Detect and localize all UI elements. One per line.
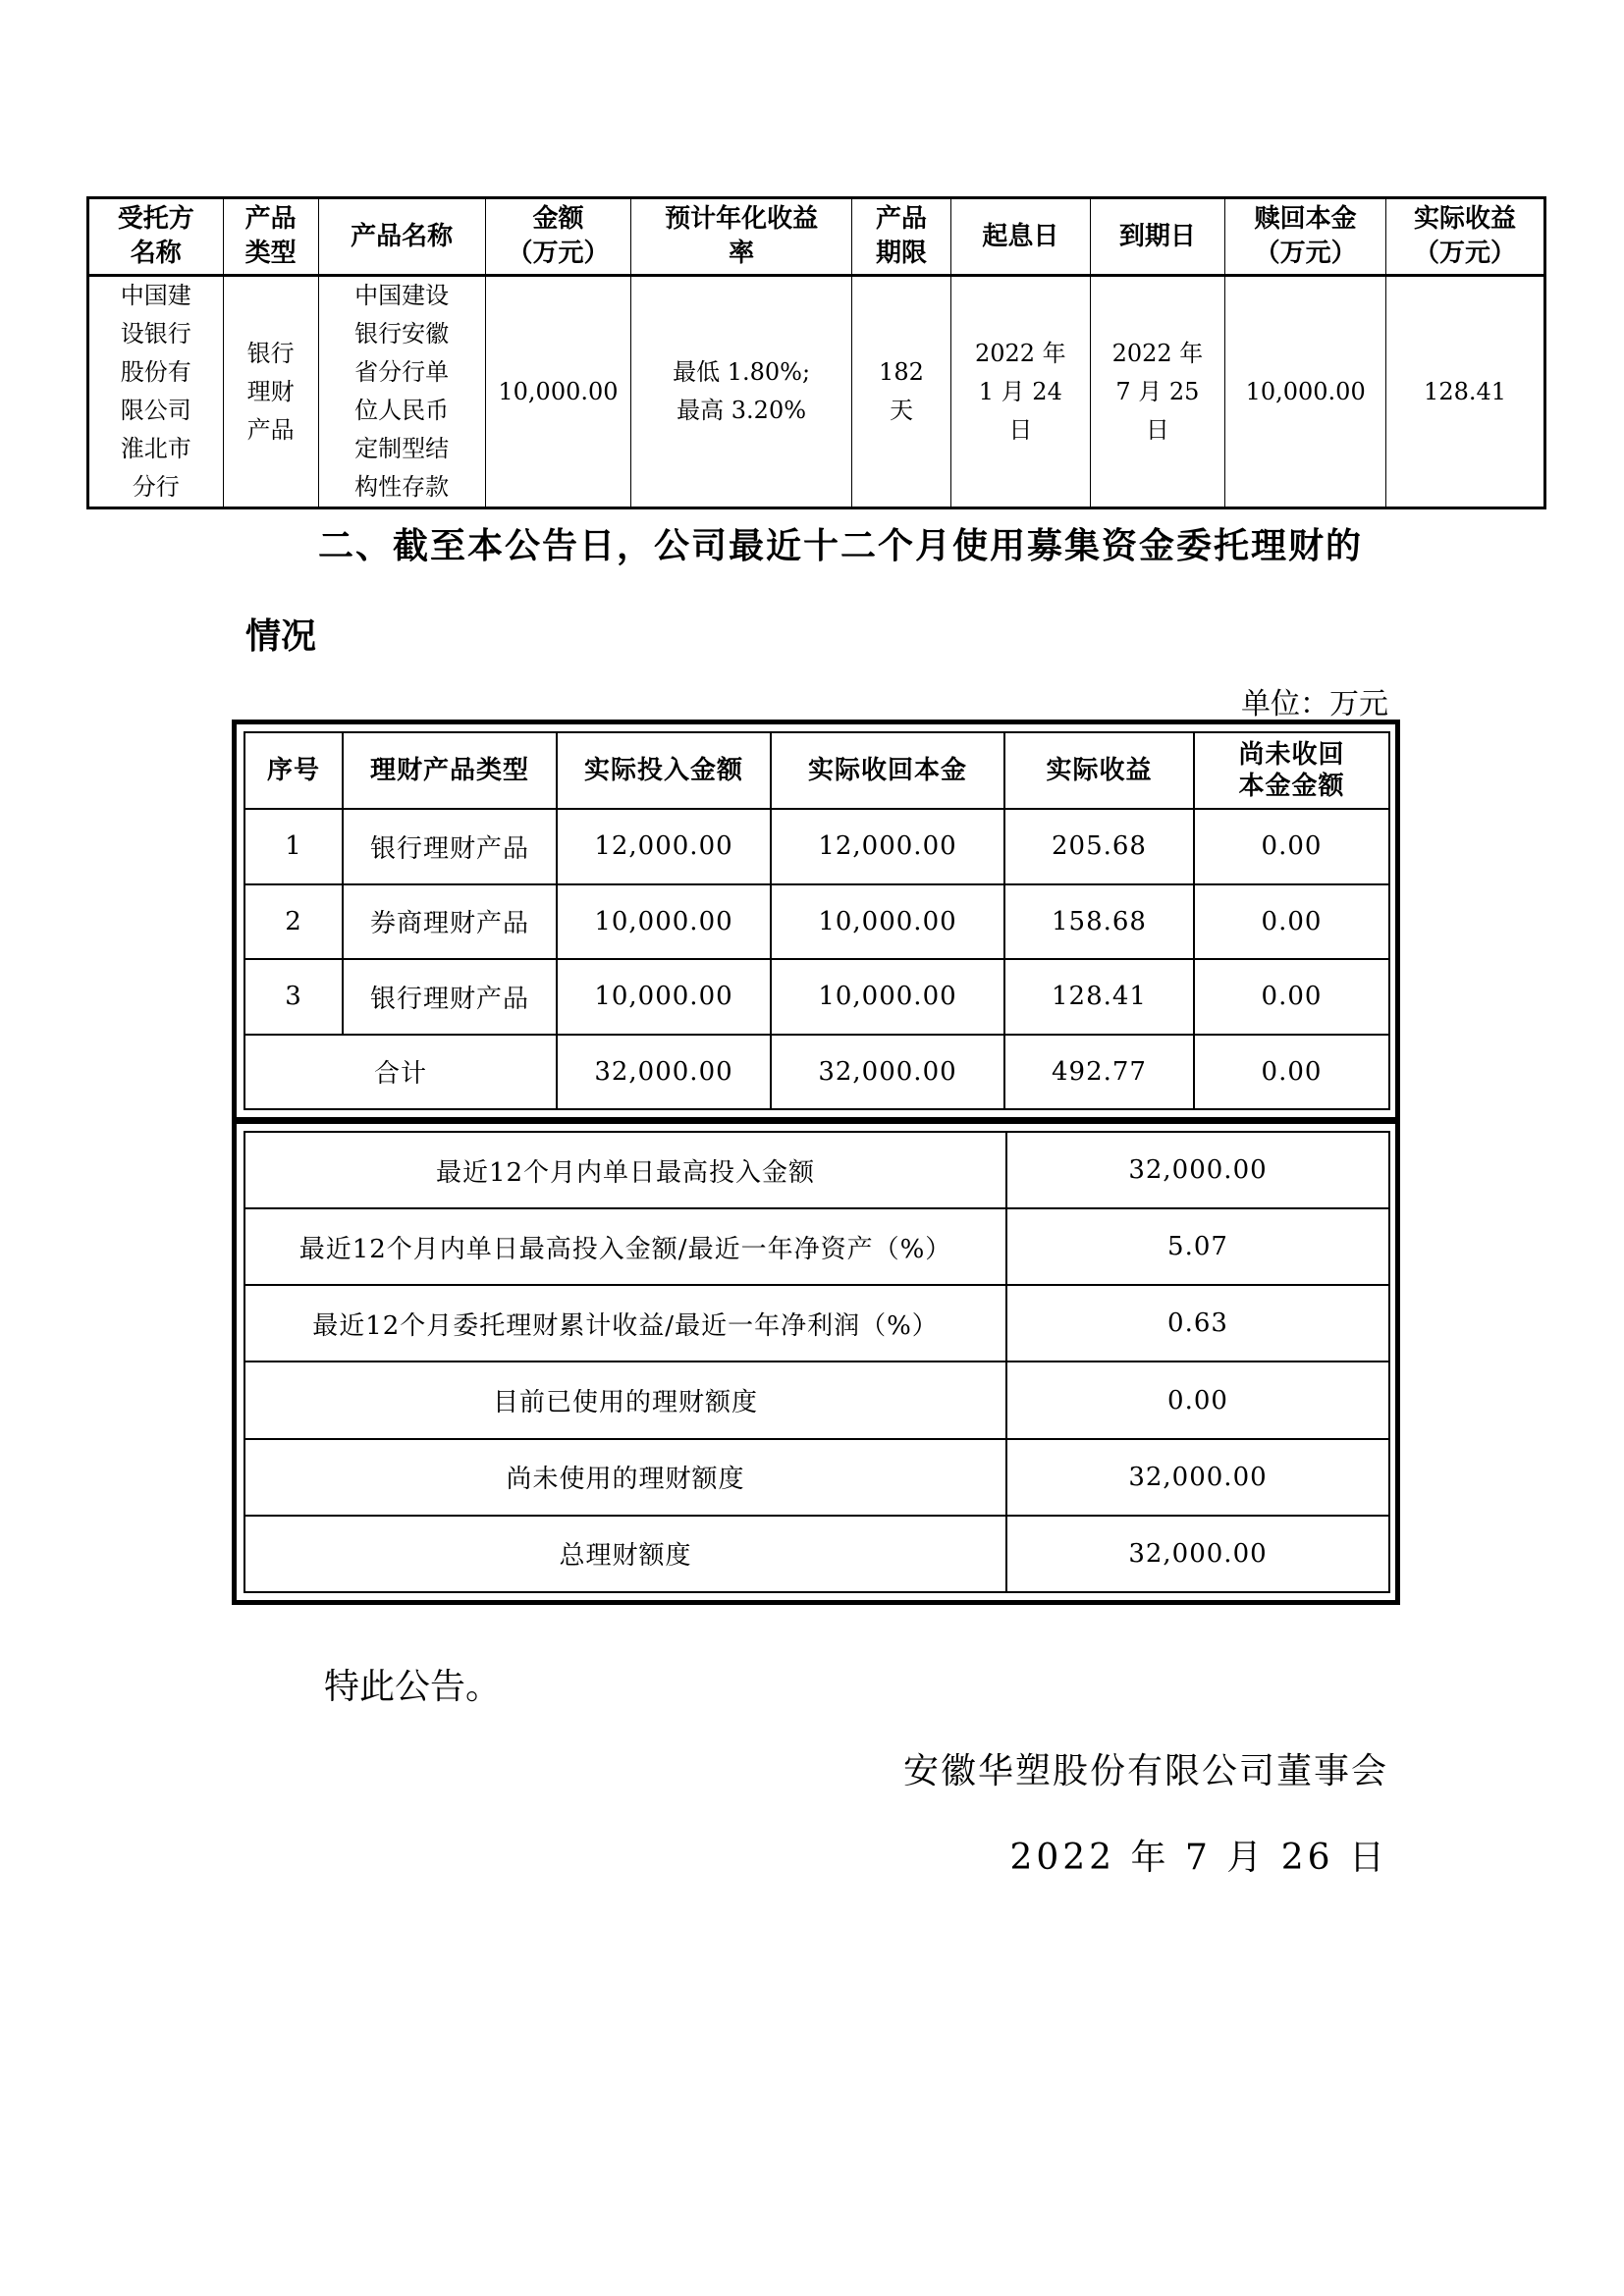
quota-summary-table-frame	[232, 1120, 1400, 1605]
header-cell: 实际投入金额	[557, 732, 771, 809]
total-label: 合计	[244, 1035, 557, 1110]
table-cell: 中国建 设银行 股份有 限公司 淮北市 分行	[88, 276, 224, 508]
table-cell: 0.00	[1194, 809, 1389, 884]
table-cell: 总理财额度	[244, 1516, 1006, 1592]
table-cell: 492.77	[1004, 1035, 1194, 1110]
unit-label: 单位：万元	[1241, 687, 1388, 721]
header-cell: 实际收益	[1004, 732, 1194, 809]
table-row	[244, 1439, 1389, 1516]
table-cell: 12,000.00	[771, 809, 1004, 884]
table-cell: 银行理财产品	[343, 959, 557, 1035]
table-cell: 128.41	[1386, 276, 1545, 508]
table-cell: 205.68	[1004, 809, 1194, 884]
header-cell: 产品名称	[318, 198, 485, 276]
table-row	[244, 1132, 1389, 1208]
table-cell: 10,000.00	[771, 884, 1004, 960]
investment-summary-table	[244, 731, 1390, 1110]
table-cell: 1	[244, 809, 343, 884]
header-cell: 尚未收回 本金金额	[1194, 732, 1389, 809]
table-cell: 目前已使用的理财额度	[244, 1362, 1006, 1438]
table-cell: 3	[244, 959, 343, 1035]
table-row	[244, 959, 1389, 1035]
header-cell: 预计年化收益 率	[631, 198, 852, 276]
table-row	[244, 809, 1389, 884]
table-cell: 10,000.00	[485, 276, 631, 508]
header-cell: 理财产品类型	[343, 732, 557, 809]
signature-date: 2022 年 7 月 26 日	[1009, 1838, 1388, 1878]
company-signature: 安徽华塑股份有限公司董事会	[902, 1751, 1388, 1791]
table-row	[244, 884, 1389, 960]
table-cell: 最低 1.80%; 最高 3.20%	[631, 276, 852, 508]
table-cell: 182 天	[851, 276, 950, 508]
table-cell: 158.68	[1004, 884, 1194, 960]
table-cell: 32,000.00	[1006, 1439, 1389, 1516]
table-cell: 128.41	[1004, 959, 1194, 1035]
table-cell: 12,000.00	[557, 809, 771, 884]
header-cell: 金额 （万元）	[485, 198, 631, 276]
table-cell: 2022 年 1 月 24 日	[951, 276, 1091, 508]
header-cell: 实际收益 （万元）	[1386, 198, 1545, 276]
table-header-row	[88, 198, 1545, 276]
table-row	[244, 1516, 1389, 1592]
table-row	[244, 1362, 1389, 1438]
table-cell: 0.00	[1194, 884, 1389, 960]
table-cell: 尚未使用的理财额度	[244, 1439, 1006, 1516]
table-cell: 中国建设 银行安徽 省分行单 位人民币 定制型结 构性存款	[318, 276, 485, 508]
table-cell: 10,000.00	[1225, 276, 1386, 508]
header-cell: 到期日	[1090, 198, 1225, 276]
header-cell: 赎回本金 （万元）	[1225, 198, 1386, 276]
table-cell: 券商理财产品	[343, 884, 557, 960]
table-cell: 10,000.00	[557, 884, 771, 960]
header-cell: 产品 期限	[851, 198, 950, 276]
section-heading-continued: 情况	[245, 616, 317, 657]
table-cell: 32,000.00	[557, 1035, 771, 1110]
section-heading: 二、截至本公告日，公司最近十二个月使用募集资金委托理财的	[318, 526, 1364, 566]
header-cell: 实际收回本金	[771, 732, 1004, 809]
header-cell: 起息日	[951, 198, 1091, 276]
table-cell: 银行 理财 产品	[223, 276, 318, 508]
table-row	[88, 276, 1545, 508]
table-cell: 10,000.00	[771, 959, 1004, 1035]
table-cell: 0.00	[1006, 1362, 1389, 1438]
table-cell: 0.63	[1006, 1285, 1389, 1362]
header-cell: 产品 类型	[223, 198, 318, 276]
table-cell: 最近12个月委托理财累计收益/最近一年净利润（%）	[244, 1285, 1006, 1362]
table-cell: 32,000.00	[771, 1035, 1004, 1110]
table-row	[244, 1208, 1389, 1285]
header-cell: 受托方 名称	[88, 198, 224, 276]
table-cell: 银行理财产品	[343, 809, 557, 884]
total-row	[244, 1035, 1389, 1110]
table-cell: 10,000.00	[557, 959, 771, 1035]
product-detail-table	[86, 196, 1546, 509]
table-cell: 0.00	[1194, 959, 1389, 1035]
table-cell: 0.00	[1194, 1035, 1389, 1110]
table-cell: 2	[244, 884, 343, 960]
table-cell: 32,000.00	[1006, 1516, 1389, 1592]
table-cell: 32,000.00	[1006, 1132, 1389, 1208]
header-cell: 序号	[244, 732, 343, 809]
investment-summary-table-frame	[232, 720, 1400, 1122]
quota-summary-table	[244, 1131, 1390, 1593]
table-cell: 最近12个月内单日最高投入金额	[244, 1132, 1006, 1208]
table-cell: 2022 年 7 月 25 日	[1090, 276, 1225, 508]
table-row	[244, 1285, 1389, 1362]
table-cell: 5.07	[1006, 1208, 1389, 1285]
closing-text: 特此公告。	[324, 1667, 502, 1707]
table-header-row	[244, 732, 1389, 809]
table-cell: 最近12个月内单日最高投入金额/最近一年净资产（%）	[244, 1208, 1006, 1285]
